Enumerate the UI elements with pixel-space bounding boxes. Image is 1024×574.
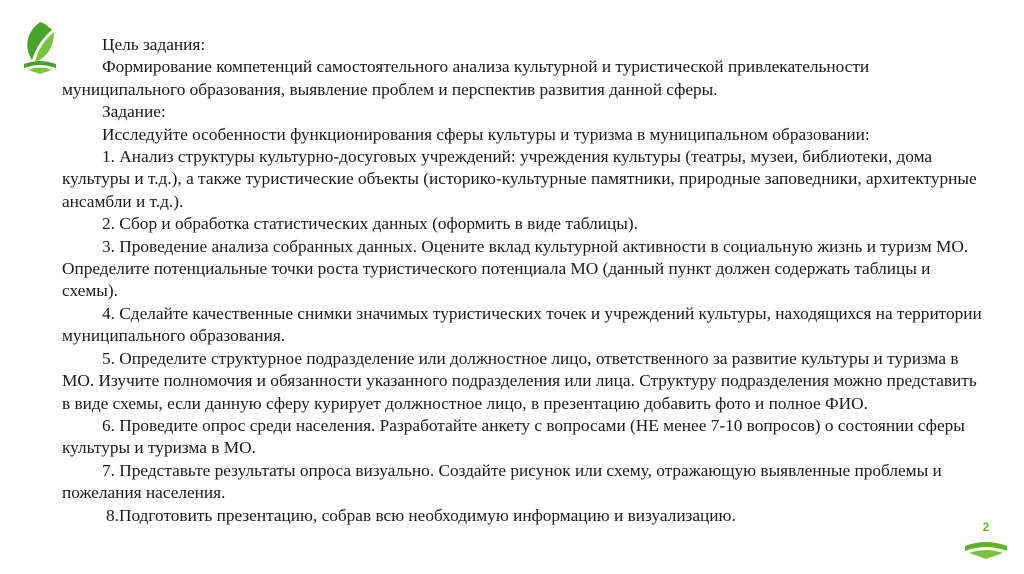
green-leaf-book-logo-icon: [18, 18, 62, 76]
task-item-6: 6. Проведите опрос среди населения. Разработайте анкету с вопросами (НЕ менее 7-10 вопросов) о состоянии сферы культуры и туризма в МО.: [62, 415, 965, 458]
task-item-7: 7. Представьте результаты опроса визуально. Создайте рисунок или схему, отражающую выявленные проблемы и пожелания населения.: [62, 460, 942, 503]
goal-text: Формирование компетенций самостоятельного анализа культурной и туристической привлекательности муниципального образования, выявление проблем и перспектив развития данной сферы.: [62, 57, 870, 99]
page-number: 2: [982, 520, 990, 534]
task-item-8: 8.Подготовить презентацию, собрав всю необходимую информацию и визуализацию.: [106, 505, 736, 525]
slide-body: [62, 34, 982, 527]
task-item-1: 1. Анализ структуры культурно-досуговых учреждений: учреждения культуры (театры, музеи, библиотеки, дома культуры и т.д.), а также туристические объекты (историко-культурные памятники, природные заповедники, архитектурные ансамбли и т.д.).: [62, 147, 977, 211]
task-heading: Задание:: [102, 102, 166, 122]
task-item-4: 4. Сделайте качественные снимки значимых туристических точек и учреждений культуры, находящихся на территории муниципального образования.: [62, 303, 982, 346]
task-item-5: 5. Определите структурное подразделение или должностное лицо, ответственного за развитие культуры и туризма в МО. Изучите полномочия и обязанности указанного подразделения или лица. Структуру подразделения можно представить в виде схемы, если данную сферу курирует должностное лицо, в презентацию добавить фото и полное ФИО.: [62, 348, 977, 413]
task-item-3: 3. Проведение анализа собранных данных. Оцените вклад культурной активности в социальную жизнь и туризм МО. Определите потенциальные точки роста туристического потенциала МО (данный пункт должен содержать таблицы и схемы).: [62, 236, 969, 301]
green-book-footer-icon: [963, 538, 1009, 560]
task-item-2: 2. Сбор и обработка статистических данных (оформить в виде таблицы).: [102, 214, 638, 234]
task-intro: Исследуйте особенности функционирования сферы культуры и туризма в муниципальном образовании:: [102, 124, 870, 144]
goal-heading: Цель задания:: [102, 35, 206, 54]
